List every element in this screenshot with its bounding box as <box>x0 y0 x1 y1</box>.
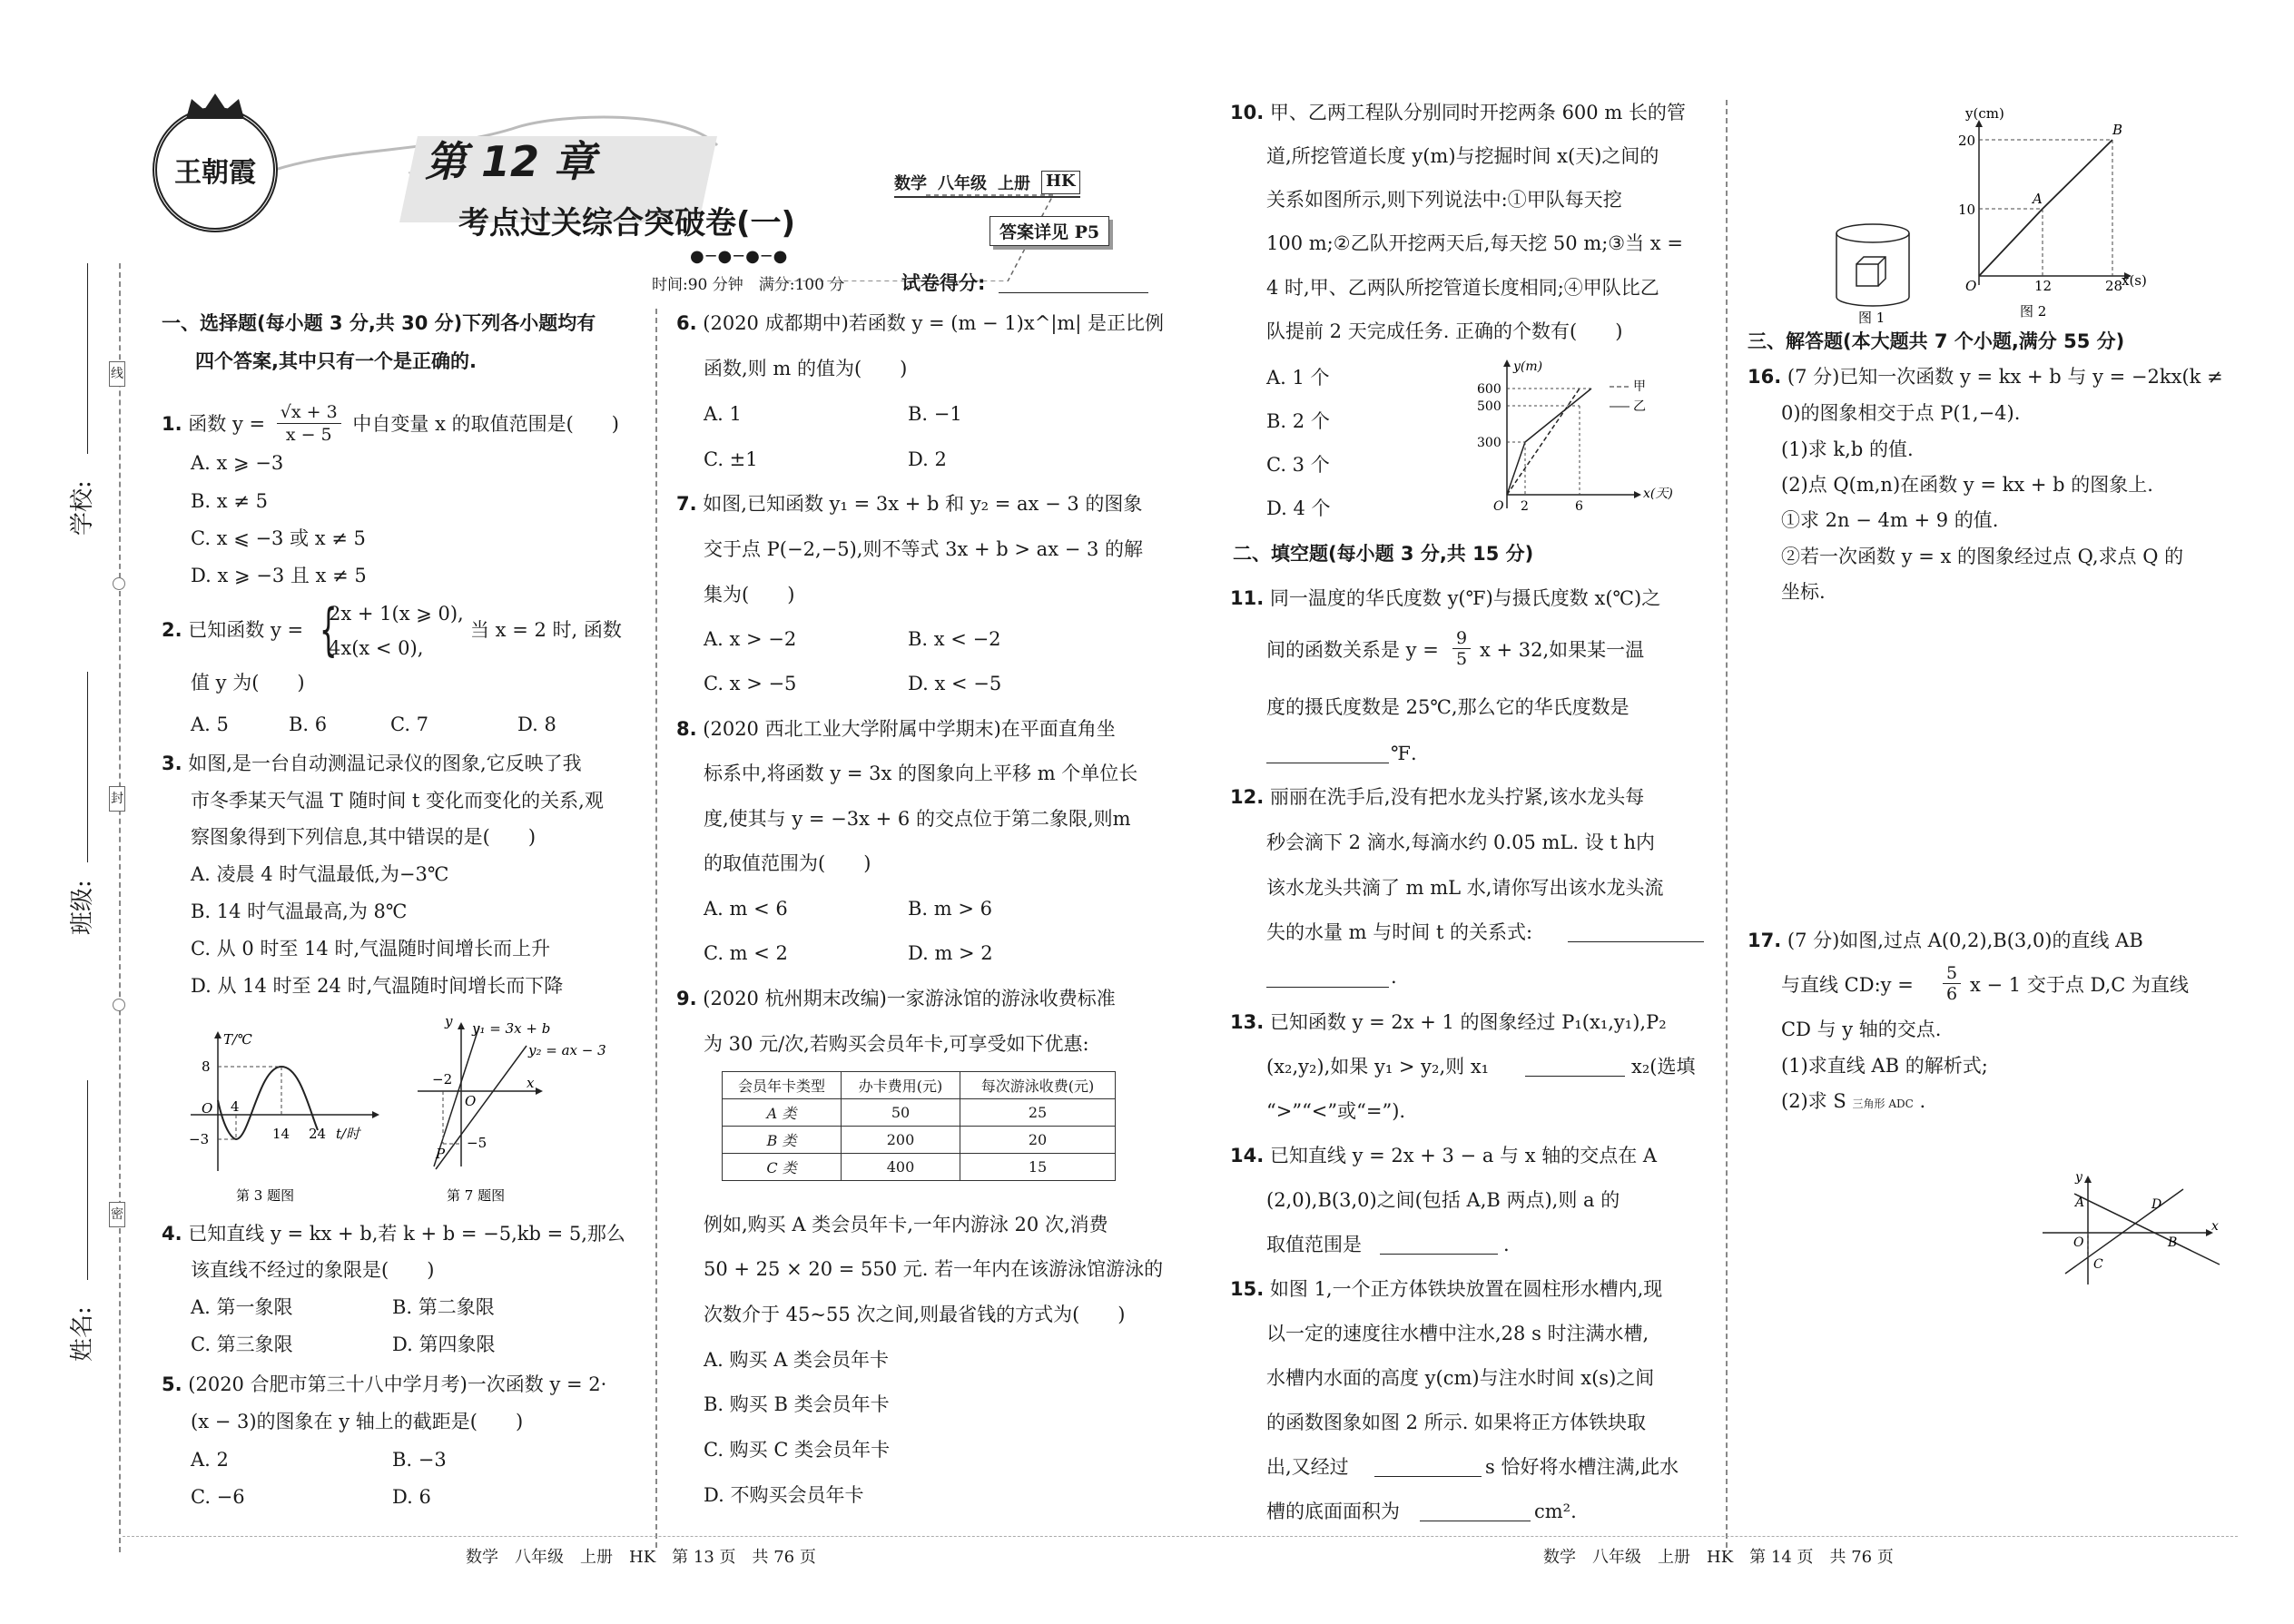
fig7-y-label: y <box>445 1013 453 1029</box>
q12-line-3: 该水龙头共滴了 m mL 水,请你写出该水龙头流 <box>1266 877 1664 899</box>
q10-option-d[interactable]: D. 4 个 <box>1266 497 1331 519</box>
logo-text: 王朝霞 <box>174 157 256 189</box>
fig3-xlabel: t/时 <box>336 1126 360 1142</box>
table-cell: 15 <box>960 1154 1116 1181</box>
fig7-xneg2: −2 <box>432 1071 453 1088</box>
q10-option-b[interactable]: B. 2 个 <box>1266 410 1330 432</box>
fig17-point-c: C <box>2093 1257 2103 1272</box>
figure-3-graph <box>182 1026 381 1207</box>
q5-number: 5. <box>162 1373 182 1395</box>
binding-mark-line: 线 <box>109 361 125 387</box>
q11-line-2a: 间的函数关系是 y = <box>1266 639 1439 661</box>
table-header-cell: 每次游泳收费(元) <box>960 1072 1116 1099</box>
subject-tags <box>894 171 1080 198</box>
q6-line-1: (2020 成都期中)若函数 y = (m − 1)x^|m| 是正比例 <box>703 312 1165 334</box>
q2-case-1: 2x + 1(x ⩾ 0), <box>329 603 464 625</box>
q1-fraction <box>277 401 341 446</box>
q7-number: 7. <box>676 493 697 515</box>
fig10-x2: 2 <box>1521 499 1529 514</box>
q6-option-b[interactable]: B. −1 <box>908 403 962 425</box>
q12-answer-blank-2[interactable] <box>1266 969 1389 988</box>
q15-line-4: 的函数图象如图 2 所示. 如果将正方体铁块取 <box>1266 1412 1647 1433</box>
q12-answer-blank-1[interactable] <box>1568 923 1704 942</box>
q7-line-1: 如图,已知函数 y₁ = 3x + b 和 y₂ = ax − 3 的图象 <box>703 493 1143 515</box>
q17-line-5-end: . <box>1919 1090 1926 1112</box>
q7-line-3: 集为( ) <box>704 584 795 605</box>
q11-fraction <box>1452 628 1471 669</box>
table-cell: 25 <box>960 1099 1116 1127</box>
section2-title: 二、填空题(每小题 3 分,共 15 分) <box>1233 543 1534 565</box>
q4-line-2: 该直线不经过的象限是( ) <box>191 1259 435 1281</box>
q8-line-1: (2020 西北工业大学附属中学期末)在平面直角坐 <box>703 718 1116 740</box>
fig17-x-label: x <box>2211 1219 2219 1234</box>
fig15-x28: 28 <box>2105 278 2123 294</box>
table-cell: 20 <box>960 1127 1116 1154</box>
question-10 <box>1230 102 1686 123</box>
binding-mark-secret: 密 <box>109 1202 125 1227</box>
fig3-y8: 8 <box>202 1058 211 1075</box>
table-header-cell: 会员年卡类型 <box>723 1072 842 1099</box>
q9-line-3: 例如,购买 A 类会员年卡,一年内游泳 20 次,消费 <box>704 1214 1108 1235</box>
q2-post: 当 x = 2 时, 函数 <box>470 619 622 641</box>
q5-option-d[interactable]: D. 6 <box>392 1486 431 1508</box>
q8-line-2: 标系中,将函数 y = 3x 的图象向上平移 m 个单位长 <box>704 763 1138 784</box>
figure-7-graph <box>399 1008 645 1207</box>
fig15-point-a: A <box>2033 191 2043 207</box>
q12-line-4: 失的水量 m 与时间 t 的关系式: <box>1266 921 1533 943</box>
q17-line-2b: x − 1 交于点 D,C 为直线 <box>1970 974 2190 996</box>
q10-number: 10. <box>1230 102 1265 123</box>
header-dots: ●─●─●─● <box>690 247 790 266</box>
score-field[interactable] <box>999 274 1148 293</box>
q10-line-3: 关系如图所示,则下列说法中:①甲队每天挖 <box>1266 189 1622 211</box>
bottom-rule <box>123 1536 2238 1537</box>
fig15-ylabel: y(cm) <box>1965 107 2004 122</box>
q2-option-a[interactable]: A. 5 <box>191 714 229 735</box>
q9-line-4: 50 + 25 × 20 = 550 元. 若一年内在该游泳馆游泳的 <box>704 1258 1164 1280</box>
q7-option-b[interactable]: B. x < −2 <box>908 628 1001 650</box>
fig17-point-d: D <box>2151 1197 2162 1212</box>
q13-number: 13. <box>1230 1011 1265 1033</box>
q1-frac-den: x − 5 <box>285 425 332 445</box>
q5-option-a[interactable]: A. 2 <box>191 1449 229 1471</box>
q9-number: 9. <box>676 988 697 1009</box>
name-label: 姓名: <box>69 1306 96 1362</box>
tag-grade: 八年级 <box>938 174 987 193</box>
score-label: 试卷得分: <box>901 272 986 294</box>
fig3-x14: 14 <box>272 1126 290 1142</box>
fig17-point-a: A <box>2075 1196 2085 1210</box>
q9-option-c[interactable]: C. 购买 C 类会员年卡 <box>704 1439 891 1461</box>
q2-pre: 已知函数 y = <box>188 619 304 641</box>
q8-option-c[interactable]: C. m < 2 <box>704 942 788 964</box>
q6-option-d[interactable]: D. 2 <box>908 448 947 470</box>
q13-answer-blank[interactable] <box>1525 1058 1625 1077</box>
q10-line-2: 道,所挖管道长度 y(m)与挖掘时间 x(天)之间的 <box>1266 145 1659 167</box>
brand-logo <box>153 107 278 232</box>
q14-line-3: 取值范围是 <box>1266 1234 1362 1255</box>
fig15-xlabel: x(s) <box>2122 272 2147 289</box>
q17-line-5 <box>1781 1090 1925 1115</box>
fig7-y-arrow <box>458 1022 465 1029</box>
q5-option-c[interactable]: C. −6 <box>191 1486 245 1508</box>
q4-number: 4. <box>162 1223 182 1245</box>
fig15-point-b: B <box>2112 122 2123 138</box>
question-13 <box>1230 1011 1667 1033</box>
fig15-line <box>1979 140 2112 276</box>
question-1 <box>162 403 619 448</box>
q17-frac-num: 5 <box>1943 963 1961 984</box>
q11-line-3: 度的摄氏度数是 25℃,那么它的华氏度数是 <box>1266 696 1629 718</box>
exam-title: 考点过关综合突破卷(一) <box>458 205 796 241</box>
q8-option-a[interactable]: A. m < 6 <box>704 898 788 920</box>
question-6 <box>676 312 1164 334</box>
q16-line-5: ①求 2n − 4m + 9 的值. <box>1781 509 1999 531</box>
q15-answer-blank-2[interactable] <box>1420 1502 1531 1521</box>
fig10-y600: 600 <box>1477 382 1501 397</box>
q2-brace: { <box>319 596 338 663</box>
q7-option-d[interactable]: D. x < −5 <box>908 673 1002 694</box>
table-cell: 200 <box>842 1127 960 1154</box>
q2-case-2: 4x(x < 0), <box>329 637 424 659</box>
fig10-x6: 6 <box>1575 499 1583 514</box>
q17-line-4: (1)求直线 AB 的解析式; <box>1781 1055 1988 1077</box>
q15-line-3: 水槽内水面的高度 y(cm)与注水时间 x(s)之间 <box>1266 1367 1655 1389</box>
q9-option-d[interactable]: D. 不购买会员年卡 <box>704 1484 864 1506</box>
q10-option-a[interactable]: A. 1 个 <box>1266 367 1330 389</box>
fig3-origin: O <box>202 1100 213 1117</box>
tag-volume: 上册 <box>998 174 1030 193</box>
q8-line-3: 度,使其与 y = −3x + 6 的交点位于第二象限,则m <box>704 808 1131 830</box>
fig10-y-arrow <box>1503 359 1511 367</box>
q5-option-b[interactable]: B. −3 <box>392 1449 447 1471</box>
q9-option-b[interactable]: B. 购买 B 类会员年卡 <box>704 1393 890 1415</box>
fig17-point-b: B <box>2168 1235 2178 1250</box>
q13-line-1: 已知函数 y = 2x + 1 的图象经过 P₁(x₁,y₁),P₂ <box>1269 1011 1667 1033</box>
q17-line-2a: 与直线 CD:y = <box>1781 974 1914 996</box>
section3-title: 三、解答题(本大题共 7 个小题,满分 55 分) <box>1748 330 2125 352</box>
q3-line-2: 市冬季某天气温 T 随时间 t 变化而变化的关系,观 <box>191 790 604 812</box>
q15-line-5b: s 恰好将水槽注满,此水 <box>1485 1456 1679 1478</box>
class-blank[interactable] <box>87 672 88 862</box>
question-16 <box>1748 366 2223 388</box>
fig17-origin: O <box>2073 1235 2084 1250</box>
q14-answer-blank[interactable] <box>1380 1235 1498 1255</box>
fig15-x12: 12 <box>2034 278 2053 294</box>
q8-number: 8. <box>676 718 697 740</box>
fig10-legend-yi: 乙 <box>1633 399 1646 414</box>
q8-line-4: 的取值范围为( ) <box>704 852 871 874</box>
table-cell: 50 <box>842 1099 960 1127</box>
fig10-x-arrow <box>1634 491 1641 498</box>
time-score: 时间:90 分钟 满分:100 分 <box>652 276 845 294</box>
fig3-y-arrow <box>214 1031 222 1038</box>
fig7-x-arrow <box>536 1088 543 1095</box>
q10-line-6: 队提前 2 天完成任务. 正确的个数有( ) <box>1266 320 1623 342</box>
q4-line-1: 已知直线 y = kx + b,若 k + b = −5,kb = 5,那么 <box>188 1223 625 1245</box>
q15-line-5a: 出,又经过 <box>1266 1456 1349 1478</box>
q4-option-d[interactable]: D. 第四象限 <box>392 1334 496 1355</box>
fig17-line-ab <box>2074 1194 2220 1265</box>
q17-line-1: (7 分)如图,过点 A(0,2),B(3,0)的直线 AB <box>1787 930 2143 951</box>
q6-number: 6. <box>676 312 697 334</box>
fig17-y-label: y <box>2075 1170 2082 1185</box>
column-divider <box>1726 100 1728 1548</box>
q13-line-3: “>”“<”或“=”). <box>1266 1100 1406 1122</box>
q5-line-1: (2020 合肥市第三十八中学月考)一次函数 y = 2· <box>188 1373 607 1395</box>
q9-fee-table <box>722 1071 1116 1181</box>
table-cell: A 类 <box>723 1099 842 1127</box>
q6-line-2: 函数,则 m 的值为( ) <box>704 358 908 379</box>
q1-post: 中自变量 x 的取值范围是( ) <box>352 413 619 435</box>
fig3-x-arrow <box>372 1111 379 1118</box>
q10-option-c[interactable]: C. 3 个 <box>1266 454 1330 476</box>
binding-hole <box>113 999 125 1011</box>
q6-option-c[interactable]: C. ±1 <box>704 448 758 470</box>
q16-line-2: 0)的图象相交于点 P(1,−4). <box>1781 402 2021 424</box>
q1-option-a[interactable]: A. x ⩾ −3 <box>191 452 284 474</box>
fig7-yneg5: −5 <box>467 1135 487 1151</box>
fig7-x-label: x <box>527 1075 535 1091</box>
cube-icon <box>1856 264 1878 286</box>
figure-10-graph <box>1466 354 1711 522</box>
q9-line-1: (2020 杭州期末改编)一家游泳馆的游泳收费标准 <box>703 988 1116 1009</box>
table-cell: C 类 <box>723 1154 842 1181</box>
q1-option-d[interactable]: D. x ⩾ −3 且 x ≠ 5 <box>191 565 367 586</box>
table-row <box>723 1154 1116 1181</box>
q3-line-3: 察图象得到下列信息,其中错误的是( ) <box>191 826 537 848</box>
fig10-ylabel: y(m) <box>1513 359 1543 374</box>
question-7 <box>676 493 1142 515</box>
q7-option-c[interactable]: C. x > −5 <box>704 673 797 694</box>
fig10-origin: O <box>1493 499 1504 514</box>
q3-number: 3. <box>162 753 182 774</box>
binding-hole <box>113 577 125 590</box>
q13-line-2a: (x₂,y₂),如果 y₁ > y₂,则 x₁ <box>1266 1056 1490 1078</box>
fig7-line2-label: y₂ = ax − 3 <box>528 1042 606 1058</box>
q16-line-3: (1)求 k,b 的值. <box>1781 438 1914 460</box>
q17-line-5-text: (2)求 S <box>1781 1090 1846 1112</box>
q15-answer-blank-1[interactable] <box>1374 1458 1482 1477</box>
fig7-origin: O <box>465 1093 477 1109</box>
q15-line-2: 以一定的速度往水槽中注水,28 s 时注满水槽, <box>1266 1323 1649 1344</box>
q15-line-6b: cm². <box>1534 1501 1577 1522</box>
q5-line-2: (x − 3)的图象在 y 轴上的截距是( ) <box>191 1411 524 1432</box>
q1-pre: 函数 y = <box>188 413 266 435</box>
fig15-origin: O <box>1965 278 1977 294</box>
q13-line-2b: x₂(选填 <box>1631 1056 1696 1078</box>
question-4 <box>162 1223 625 1245</box>
fig10-y500: 500 <box>1477 399 1501 414</box>
q10-line-1: 甲、乙两工程队分别同时开挖两条 600 m 长的管 <box>1269 102 1686 123</box>
section1-title-2: 四个答案,其中只有一个是正确的. <box>195 350 477 372</box>
q10-line-5: 4 时,甲、乙两队所挖管道长度相同;④甲队比乙 <box>1266 277 1659 299</box>
q11-line-4: ℉. <box>1391 743 1417 764</box>
fig7-point-p: P <box>436 1146 446 1162</box>
table-header-row <box>723 1072 1116 1099</box>
q11-line-2b: x + 32,如果某一温 <box>1480 639 1645 661</box>
figure-15-graph <box>1947 107 2165 325</box>
q7-line-2: 交于点 P(−2,−5),则不等式 3x + b > ax − 3 的解 <box>704 538 1144 560</box>
q11-number: 11. <box>1230 587 1265 609</box>
binding-mark-seal: 封 <box>109 786 125 812</box>
q2-number: 2. <box>162 619 182 641</box>
q1-number: 1. <box>162 413 182 435</box>
q17-frac-den: 6 <box>1946 984 1958 1004</box>
q8-option-d[interactable]: D. m > 2 <box>908 942 993 964</box>
question-9 <box>676 988 1116 1009</box>
question-2 <box>162 619 303 641</box>
fig15-caption-1: 图 1 <box>1858 310 1885 326</box>
q9-line-5: 次数介于 45~55 次之间,则最省钱的方式为( ) <box>704 1304 1126 1325</box>
q11-frac-num: 9 <box>1452 628 1471 649</box>
q10-line-4: 100 m;②乙队开挖两天后,每天挖 50 m;③当 x = <box>1266 232 1683 254</box>
q14-line-2: (2,0),B(3,0)之间(包括 A,B 两点),则 a 的 <box>1266 1189 1620 1211</box>
question-17 <box>1748 930 2143 951</box>
binding-line <box>119 263 121 1552</box>
q16-line-4: (2)点 Q(m,n)在函数 y = kx + b 的图象上. <box>1781 474 2153 496</box>
q14-line-1: 已知直线 y = 2x + 3 − a 与 x 轴的交点在 A <box>1269 1145 1658 1166</box>
fig10-legend-jia: 甲 <box>1633 379 1646 394</box>
q12-line-5: . <box>1391 966 1397 988</box>
table-row <box>723 1127 1116 1154</box>
fig3-yneg3: −3 <box>189 1131 210 1147</box>
fig15-y10: 10 <box>1958 202 1976 218</box>
fig15-y20: 20 <box>1958 133 1976 149</box>
q3-line-1: 如图,是一台自动测温记录仪的图象,它反映了我 <box>188 753 582 774</box>
q14-line-3b: . <box>1503 1234 1510 1255</box>
tank-top <box>1836 224 1909 242</box>
name-blank[interactable] <box>87 1080 88 1280</box>
figure-17-graph <box>2033 1166 2233 1294</box>
q11-answer-blank[interactable] <box>1266 744 1389 763</box>
question-14 <box>1230 1145 1657 1166</box>
q17-line-5-sub: 三角形 ADC <box>1852 1097 1914 1110</box>
question-5 <box>162 1373 606 1395</box>
q3-option-d[interactable]: D. 从 14 时至 24 时,气温随时间增长而下降 <box>191 975 564 997</box>
question-8 <box>676 718 1116 740</box>
q16-number: 16. <box>1748 366 1782 388</box>
q17-number: 17. <box>1748 930 1782 951</box>
school-blank[interactable] <box>87 263 88 454</box>
q12-line-1: 丽丽在洗手后,没有把水龙头拧紧,该水龙头每 <box>1269 786 1645 808</box>
fig17-y-arrow <box>2084 1176 2092 1183</box>
q1-option-c[interactable]: C. x ⩽ −3 或 x ≠ 5 <box>191 527 366 549</box>
q15-line-6a: 槽的底面面积为 <box>1266 1501 1400 1522</box>
tag-subject: 数学 <box>894 174 927 193</box>
q1-option-b[interactable]: B. x ≠ 5 <box>191 490 268 512</box>
question-12 <box>1230 786 1644 808</box>
q15-line-1: 如图 1,一个正方体铁块放置在圆柱形水槽内,现 <box>1269 1278 1663 1300</box>
q4-option-c[interactable]: C. 第三象限 <box>191 1334 293 1355</box>
chapter-title: 第 12 章 <box>425 137 596 186</box>
fig7-line1-label: y₁ = 3x + b <box>472 1020 551 1037</box>
q4-option-b[interactable]: B. 第二象限 <box>392 1296 495 1318</box>
table-cell: 400 <box>842 1154 960 1181</box>
fig15-caption-2: 图 2 <box>2020 303 2047 320</box>
table-cell: B 类 <box>723 1127 842 1154</box>
class-label: 班级: <box>69 880 96 935</box>
school-label: 学校: <box>69 480 96 536</box>
fig3-ylabel: T/℃ <box>223 1031 252 1048</box>
q4-option-a[interactable]: A. 第一象限 <box>191 1296 293 1318</box>
q16-line-6: ②若一次函数 y = x 的图象经过点 Q,求点 Q 的 <box>1781 546 2184 567</box>
q17-fraction <box>1943 963 1961 1004</box>
section1-title: 一、选择题(每小题 3 分,共 30 分)下列各小题均有 <box>162 312 596 334</box>
column-divider <box>655 309 657 1548</box>
crown-icon <box>182 92 248 123</box>
q2-line-2: 值 y 为( ) <box>191 672 305 694</box>
q17-line-3: CD 与 y 轴的交点. <box>1781 1019 1942 1040</box>
q3-option-c[interactable]: C. 从 0 时至 14 时,气温随时间增长而上升 <box>191 938 551 960</box>
fig3-caption: 第 3 题图 <box>236 1187 295 1204</box>
q12-number: 12. <box>1230 786 1265 808</box>
q9-option-a[interactable]: A. 购买 A 类会员年卡 <box>704 1349 890 1371</box>
fig3-x4: 4 <box>231 1098 240 1115</box>
fig3-x24: 24 <box>309 1126 327 1142</box>
fig10-y300: 300 <box>1477 436 1501 450</box>
q3-option-a[interactable]: A. 凌晨 4 时气温最低,为−3℃ <box>191 863 449 885</box>
q8-option-b[interactable]: B. m > 6 <box>908 898 993 920</box>
table-header-cell: 办卡费用(元) <box>842 1072 960 1099</box>
footer-right: 数学 八年级 上册 HK 第 14 页 共 76 页 <box>1543 1548 1894 1567</box>
q2-option-b[interactable]: B. 6 <box>289 714 328 735</box>
question-3 <box>162 753 582 774</box>
q16-line-7: 坐标. <box>1781 581 1826 603</box>
figure-15-tank <box>1820 213 1929 327</box>
q11-line-1: 同一温度的华氏度数 y(℉)与摄氏度数 x(℃)之 <box>1269 587 1661 609</box>
fig7-caption: 第 7 题图 <box>447 1187 506 1204</box>
q9-line-2: 为 30 元/次,若购买会员年卡,可享受如下优惠: <box>704 1033 1089 1055</box>
q14-number: 14. <box>1230 1145 1265 1166</box>
question-15 <box>1230 1278 1662 1300</box>
table-row <box>723 1099 1116 1127</box>
q3-option-b[interactable]: B. 14 时气温最高,为 8℃ <box>191 901 408 922</box>
q11-frac-den: 5 <box>1456 649 1468 669</box>
fig10-xlabel: x(天) <box>1643 487 1673 501</box>
q15-number: 15. <box>1230 1278 1265 1300</box>
q12-line-2: 秒会滴下 2 滴水,每滴水约 0.05 mL. 设 t h内 <box>1266 832 1656 853</box>
q16-line-1: (7 分)已知一次函数 y = kx + b 与 y = −2kx(k ≠ <box>1787 366 2223 388</box>
q2-option-c[interactable]: C. 7 <box>390 714 429 735</box>
question-11 <box>1230 587 1660 609</box>
answer-ref-box <box>989 216 1109 246</box>
tag-edition: HK <box>1041 171 1080 194</box>
q6-option-a[interactable]: A. 1 <box>704 403 742 425</box>
q1-frac-num: √x + 3 <box>277 401 341 424</box>
q7-option-a[interactable]: A. x > −2 <box>704 628 797 650</box>
answer-ref: 答案详见 P5 <box>999 222 1100 242</box>
footer-left: 数学 八年级 上册 HK 第 13 页 共 76 页 <box>466 1548 816 1567</box>
q2-option-d[interactable]: D. 8 <box>517 714 556 735</box>
